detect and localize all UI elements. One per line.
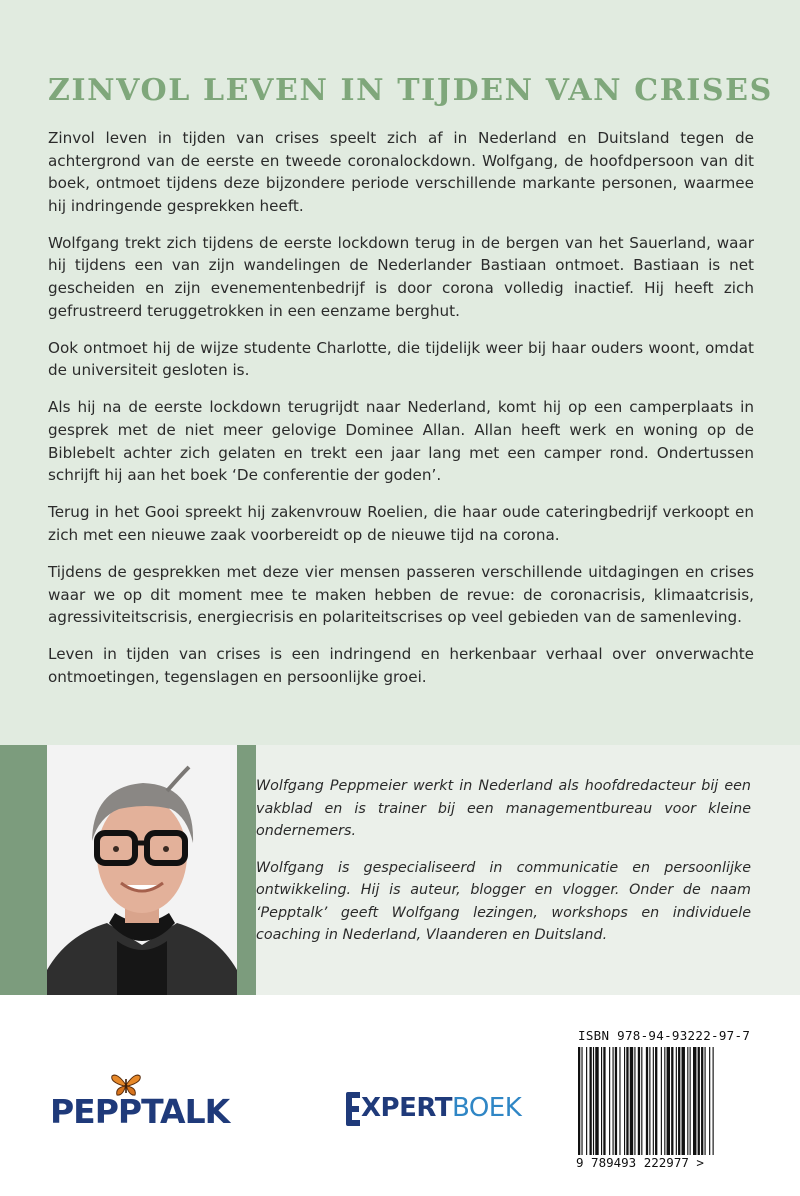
barcode-number: 9 789493 222977 (576, 1155, 689, 1170)
synopsis-paragraph: Wolfgang trekt zich tijdens de eerste lockdown terug in de bergen van het Sauerland, waar hij tijdens een van zijn wandelingen de Nederlander Bastiaan ontmoet. Bastiaan is net gescheiden en zijn evenementenbedrijf is door corona volledig inactief. Hij heeft zich gefrustreerd teruggetrokken in een eenzame berghut. (48, 233, 754, 320)
synopsis-text (48, 127, 754, 703)
synopsis-paragraph: Zinvol leven in tijden van crises speelt zich af in Nederland en Duitsland tegen de achtergrond van de eerste en tweede coronalockdown. Wolfgang, de hoofdpersoon van dit boek, ontmoet tijdens deze bijzondere periode verschillende markante personen, waarmee hij indringende gesprekken heeft. (48, 129, 754, 215)
pepptalk-logo (50, 1078, 260, 1138)
synopsis-paragraph: Tijdens de gesprekken met deze vier mensen passeren verschillende uitdagingen en crises waar we op dit moment mee te maken hebben de revue: de coronacrisis, klimaatcrisis, agressiviteitscrisis, energiecrisis en polariteitscrises op veel gebieden van de samenleving. (48, 563, 754, 627)
expertboek-logo (346, 1089, 536, 1133)
expertboek-badge (346, 1092, 360, 1126)
isbn-label: ISBN 978-94-93222-97-7 (578, 1028, 751, 1043)
author-section (0, 745, 800, 995)
expertboek-wordmark-part: BOEK (451, 1093, 522, 1123)
barcode (578, 1047, 746, 1155)
barcode-arrow: > (696, 1155, 704, 1170)
pepptalk-wordmark: PEPPTALK (50, 1092, 230, 1131)
synopsis-paragraph: Leven in tijden van crises is een indringend en herkenbaar verhaal over onverwachte ontmoetingen, tegenslagen en persoonlijke groei. (48, 645, 754, 686)
expertboek-wordmark-part: XPERT (361, 1093, 452, 1123)
expertboek-wordmark (361, 1092, 521, 1124)
book-title: ZINVOL LEVEN IN TIJDEN VAN CRISES (48, 73, 773, 108)
synopsis-paragraph: Ook ontmoet hij de wijze studente Charlotte, die tijdelijk weer bij haar ouders woont, omdat de universiteit gesloten is. (48, 338, 754, 380)
author-portrait-illustration (47, 745, 237, 995)
isbn-barcode (572, 1025, 752, 1175)
author-bio-panel (256, 745, 800, 995)
author-bio-paragraph: Wolfgang is gespecialiseerd in communicatie en persoonlijke ontwikkeling. Hij is auteur, blogger en vlogger. Onder de naam ‘Pepptalk’ geeft Wolfgang lezingen, workshops en individuele coaching in Nederland, Vlaanderen en Duitsland. (256, 859, 751, 943)
synopsis-paragraph: Als hij na de eerste lockdown terugrijdt naar Nederland, komt hij op een camperplaats in gesprek met de niet meer gelovige Dominee Allan. Allan heeft werk en woning op de Biblebelt achter zich gelaten en trekt een jaar lang met een camper rond. Ondertussen schrijft hij aan het boek ‘De conferentie der goden’. (48, 398, 754, 485)
author-bio (256, 775, 751, 961)
publisher-section (0, 995, 800, 1196)
author-portrait (47, 745, 237, 995)
author-bio-paragraph: Wolfgang Peppmeier werkt in Nederland als hoofdredacteur bij een vakblad en is trainer bij een managementbureau voor kleine ondernemers. (256, 778, 751, 839)
synopsis-paragraph: Terug in het Gooi spreekt hij zakenvrouw Roelien, die haar oude cateringbedrijf verkoopt en zich met een nieuwe zaak voorbereidt op de nieuwe tijd na corona. (48, 503, 754, 544)
barcode-digits (576, 1155, 704, 1170)
